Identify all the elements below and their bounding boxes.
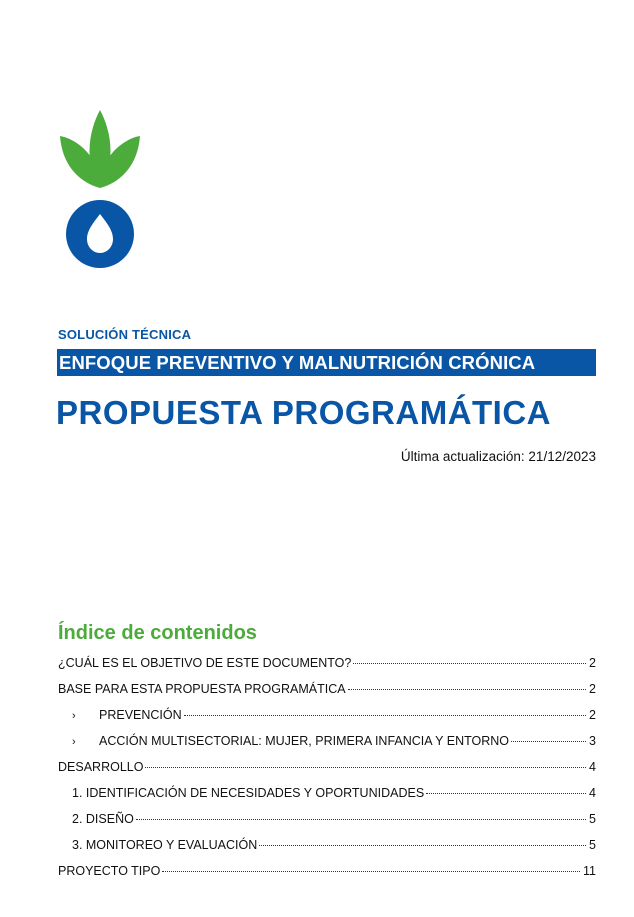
toc-entry-page: 4 <box>589 786 596 800</box>
toc-entry-label: 1. IDENTIFICACIÓN DE NECESIDADES Y OPORTUNIDADES <box>72 786 425 800</box>
toc-leader <box>348 689 586 690</box>
toc-entry-page: 2 <box>589 708 596 722</box>
plant-drop-logo-icon <box>58 108 142 270</box>
toc-entry[interactable] <box>58 862 596 888</box>
toc-entry-page: 3 <box>589 734 596 748</box>
subtitle-banner: ENFOQUE PREVENTIVO Y MALNUTRICIÓN CRÓNICA <box>57 349 596 376</box>
toc-entry-label: 3. MONITOREO Y EVALUACIÓN <box>72 838 258 852</box>
toc-entry[interactable] <box>58 836 596 862</box>
toc-entry[interactable] <box>58 758 596 784</box>
toc-leader <box>259 845 586 846</box>
toc-leader <box>353 663 586 664</box>
toc-heading: Índice de contenidos <box>58 622 257 644</box>
toc-leader <box>162 871 580 872</box>
table-of-contents <box>58 654 596 888</box>
toc-entry[interactable] <box>58 706 596 732</box>
toc-entry-label: ACCIÓN MULTISECTORIAL: MUJER, PRIMERA INFANCIA Y ENTORNO <box>99 734 510 748</box>
toc-entry-page: 5 <box>589 812 596 826</box>
toc-entry-label: DESARROLLO <box>58 760 144 774</box>
chevron-right-icon: › <box>72 710 76 722</box>
toc-entry-page: 4 <box>589 760 596 774</box>
toc-entry-label: ¿CUÁL ES EL OBJETIVO DE ESTE DOCUMENTO? <box>58 656 352 670</box>
toc-entry[interactable] <box>58 784 596 810</box>
toc-entry-page: 2 <box>589 682 596 696</box>
toc-entry-label: 2. DISEÑO <box>72 812 134 826</box>
toc-entry-page: 2 <box>589 656 596 670</box>
toc-entry[interactable] <box>58 680 596 706</box>
toc-entry[interactable] <box>58 732 596 758</box>
toc-entry-page: 11 <box>583 864 596 878</box>
category-label: SOLUCIÓN TÉCNICA <box>58 327 192 342</box>
toc-entry-label: BASE PARA ESTA PROPUESTA PROGRAMÁTICA <box>58 682 346 696</box>
toc-entry[interactable] <box>58 810 596 836</box>
toc-entry[interactable] <box>58 654 596 680</box>
document-title: PROPUESTA PROGRAMÁTICA <box>56 394 552 431</box>
chevron-right-icon: › <box>72 736 76 748</box>
toc-entry-page: 5 <box>589 838 596 852</box>
toc-leader <box>136 819 586 820</box>
toc-leader <box>511 741 586 742</box>
toc-leader <box>145 767 586 768</box>
toc-leader <box>426 793 586 794</box>
toc-entry-label: PREVENCIÓN <box>99 708 182 722</box>
last-updated: Última actualización: 21/12/2023 <box>400 449 596 464</box>
toc-leader <box>184 715 586 716</box>
toc-entry-label: PROYECTO TIPO <box>58 864 161 878</box>
